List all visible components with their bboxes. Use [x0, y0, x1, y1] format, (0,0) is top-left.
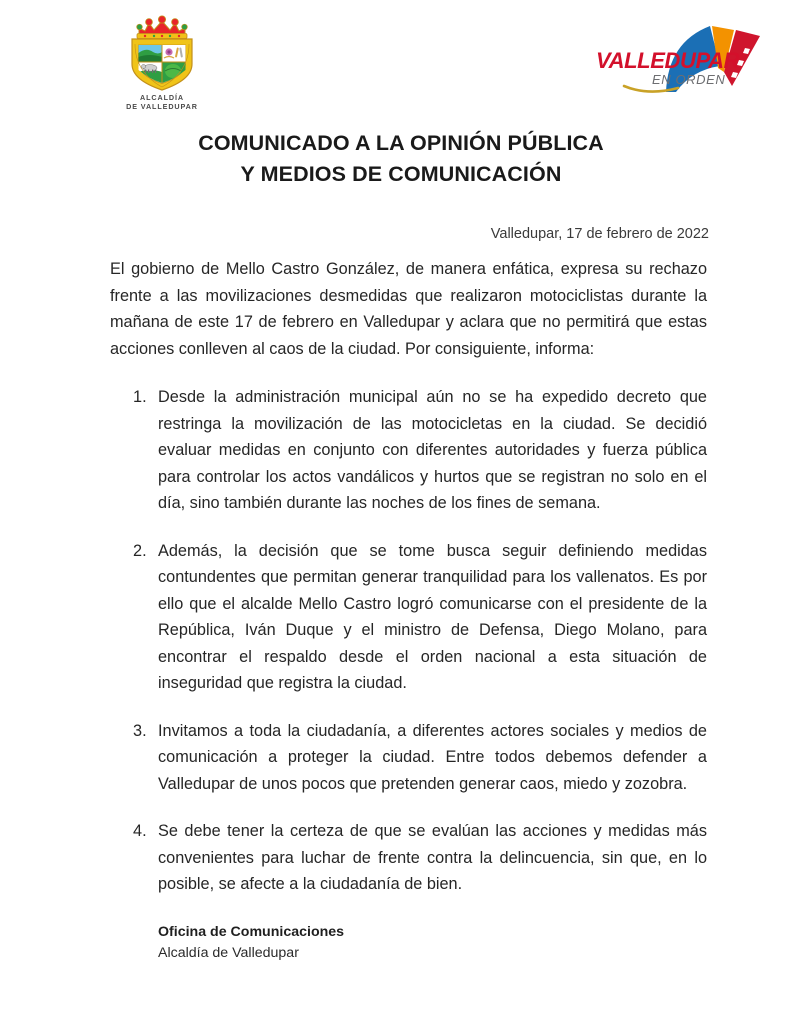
valledupar-en-orden-logo-icon	[584, 14, 774, 104]
numbered-points-list	[110, 384, 707, 898]
page-title-line1: COMUNICADO A LA OPINIÓN PÚBLICA	[198, 131, 604, 155]
list-item: Invitamos a toda la ciudadanía, a diferentes actores sociales y medios de comunicación a proteger la ciudad. Entre todos debemos defender a Valledupar de unos pocos que pretenden generar caos, miedo y zozobra.	[158, 721, 707, 793]
coat-of-arms-caption	[112, 93, 212, 111]
coat-of-arms-caption-line2: DE VALLEDUPAR	[126, 102, 198, 111]
brand-tagline: EN ORDEN	[652, 72, 726, 87]
dateline: Valledupar, 17 de febrero de 2022	[490, 226, 709, 242]
brand-wordmark: VALLEDUPAR	[596, 48, 740, 73]
coat-of-arms-caption-line1: ALCALDÍA	[140, 93, 184, 102]
signature-entity: Alcaldía de Valledupar	[158, 944, 299, 961]
coat-of-arms-icon	[119, 12, 205, 92]
valledupar-brand-logo	[584, 14, 774, 104]
document-body	[110, 256, 707, 964]
list-item: Además, la decisión que se tome busca seguir definiendo medidas contundentes que permitan generar tranquilidad para los vallenatos. Es por ello que el alcalde Mello Castro logró comunicarse con el presidente de la República, Iván Duque y el ministro de Defensa, Diego Molano, para encontrar el respaldo desde el orden nacional a esta situación de inseguridad que registra la ciudad.	[158, 541, 707, 692]
list-item: Se debe tener la certeza de que se evalúan las acciones y medidas más convenientes para luchar de frente contra la delincuencia, sin que, en lo posible, se afecte a la ciudadanía de bien.	[158, 822, 707, 893]
signature-office: Oficina de Comunicaciones	[158, 923, 345, 940]
document-header	[0, 0, 802, 120]
coat-of-arms-block	[112, 12, 212, 111]
list-item: Desde la administración municipal aún no se ha expedido decreto que restringa la movilización de las motocicletas en la ciudad. Se decidió evaluar medidas en conjunto con diferentes autoridades y fuerza pública para controlar los actos vandálicos y hurtos que se registran no solo en el día, sino también durante las noches de los fines de semana.	[158, 388, 707, 512]
intro-paragraph: El gobierno de Mello Castro González, de manera enfática, expresa su rechazo frente a las movilizaciones desmedidas que realizaron motociclistas durante la mañana de este 17 de febrero en Valledupar y aclara que no permitirá que estas acciones conlleven al caos de la ciudad. Por consiguiente, informa:	[110, 260, 707, 358]
signature-block	[158, 922, 707, 964]
page-title	[0, 120, 802, 190]
page-title-line2: Y MEDIOS DE COMUNICACIÓN	[240, 162, 562, 186]
